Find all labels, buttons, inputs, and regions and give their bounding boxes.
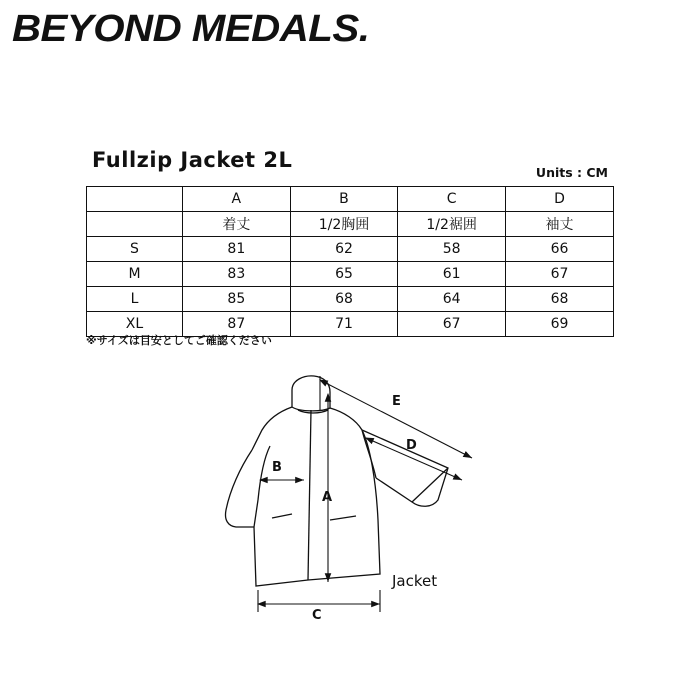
label-d: D — [406, 438, 417, 453]
cell-value-a: 87 — [183, 312, 291, 337]
cell-value-d: 69 — [506, 312, 614, 337]
jacket-diagram — [180, 350, 520, 640]
label-e: E — [392, 394, 401, 409]
cell-size: S — [87, 237, 183, 262]
cell-size: XL — [87, 312, 183, 337]
cell-letter-c: C — [398, 187, 506, 212]
table-row — [87, 287, 614, 312]
cell-value-a: 83 — [183, 262, 291, 287]
cell-name-chest: 1/2胸囲 — [290, 212, 398, 237]
cell-value-c: 58 — [398, 237, 506, 262]
cell-value-c: 67 — [398, 312, 506, 337]
cell-size: M — [87, 262, 183, 287]
table-row — [87, 237, 614, 262]
cell-value-c: 64 — [398, 287, 506, 312]
cell-name-blank — [87, 212, 183, 237]
cell-letter-blank — [87, 187, 183, 212]
cell-name-sleeve: 袖丈 — [506, 212, 614, 237]
size-note: ※サイズは目安としてご確認ください — [86, 334, 272, 347]
cell-value-d: 67 — [506, 262, 614, 287]
cell-letter-a: A — [183, 187, 291, 212]
cell-value-d: 66 — [506, 237, 614, 262]
cell-letter-b: B — [290, 187, 398, 212]
cell-size: L — [87, 287, 183, 312]
table-row — [87, 262, 614, 287]
table-row-names — [87, 212, 614, 237]
label-a: A — [322, 490, 333, 505]
cell-letter-d: D — [506, 187, 614, 212]
cell-value-b: 65 — [290, 262, 398, 287]
size-chart-table — [86, 186, 614, 337]
cell-value-a: 85 — [183, 287, 291, 312]
cell-value-b: 62 — [290, 237, 398, 262]
figure-caption: Jacket — [392, 572, 438, 590]
cell-value-d: 68 — [506, 287, 614, 312]
cell-name-hem: 1/2裾囲 — [398, 212, 506, 237]
brand-logo: BEYOND MEDALS. — [12, 8, 370, 50]
label-c: C — [312, 608, 322, 623]
cell-value-b: 68 — [290, 287, 398, 312]
table-row-letters — [87, 187, 614, 212]
cell-name-length: 着丈 — [183, 212, 291, 237]
units-label: Units : CM — [535, 165, 608, 180]
cell-value-a: 81 — [183, 237, 291, 262]
jacket-outline — [225, 376, 448, 586]
page-title: Fullzip Jacket 2L — [92, 148, 293, 172]
label-b: B — [272, 460, 282, 475]
jacket-illustration-svg — [180, 350, 520, 640]
cell-value-b: 71 — [290, 312, 398, 337]
cell-value-c: 61 — [398, 262, 506, 287]
